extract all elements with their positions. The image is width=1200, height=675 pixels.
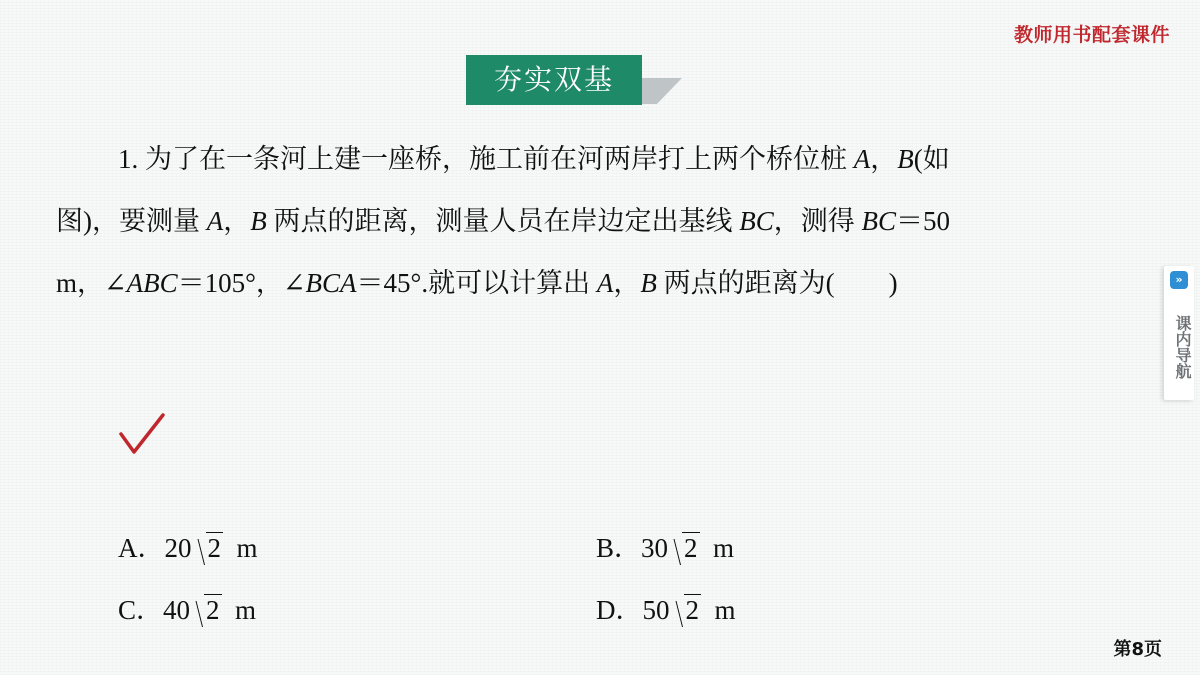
option-letter: D． bbox=[596, 595, 643, 625]
option-coef: 50 bbox=[642, 595, 670, 625]
option-unit: m bbox=[713, 533, 735, 563]
question-line-2: 图)，要测量 A，B 两点的距离，测量人员在岸边定出基线 BC，测得 BC＝50 bbox=[56, 206, 951, 236]
option-unit: m bbox=[714, 595, 736, 625]
question-text bbox=[56, 128, 1114, 314]
option-letter: A． bbox=[118, 533, 165, 563]
option-radicand: 2 bbox=[684, 533, 698, 563]
section-title: 夯实双基 bbox=[466, 55, 642, 105]
option-coef: 40 bbox=[163, 595, 191, 625]
side-nav-label: 课内导航 bbox=[1173, 315, 1192, 379]
option-d[interactable] bbox=[596, 588, 736, 627]
option-letter: C． bbox=[118, 595, 164, 625]
option-letter: B． bbox=[596, 533, 642, 563]
sqrt-symbol bbox=[670, 533, 700, 564]
option-radicand: 2 bbox=[206, 595, 220, 625]
sqrt-symbol bbox=[194, 533, 224, 564]
double-chevron-icon: » bbox=[1170, 271, 1188, 289]
option-radicand: 2 bbox=[685, 595, 699, 625]
option-coef: 20 bbox=[164, 533, 192, 563]
option-unit: m bbox=[236, 533, 258, 563]
sqrt-symbol bbox=[192, 595, 222, 626]
question-line-3: m，∠ABC＝105°，∠BCA＝45°.就可以计算出 A，B 两点的距离为( ) bbox=[56, 268, 898, 298]
option-a[interactable] bbox=[118, 526, 258, 565]
option-radicand: 2 bbox=[207, 533, 221, 563]
page-number: 第8页 bbox=[1113, 639, 1162, 660]
section-title-banner bbox=[466, 55, 682, 105]
option-unit: m bbox=[235, 595, 257, 625]
question-line-1: 1. 为了在一条河上建一座桥，施工前在河两岸打上两个桥位桩 A，B(如 bbox=[118, 144, 950, 174]
check-icon bbox=[118, 412, 166, 456]
sqrt-symbol bbox=[672, 595, 702, 626]
option-coef: 30 bbox=[641, 533, 669, 563]
option-c[interactable] bbox=[118, 588, 256, 627]
side-nav-button[interactable] bbox=[1164, 266, 1194, 400]
option-b[interactable] bbox=[596, 526, 734, 565]
brand-label: 教师用书配套课件 bbox=[1013, 24, 1170, 46]
